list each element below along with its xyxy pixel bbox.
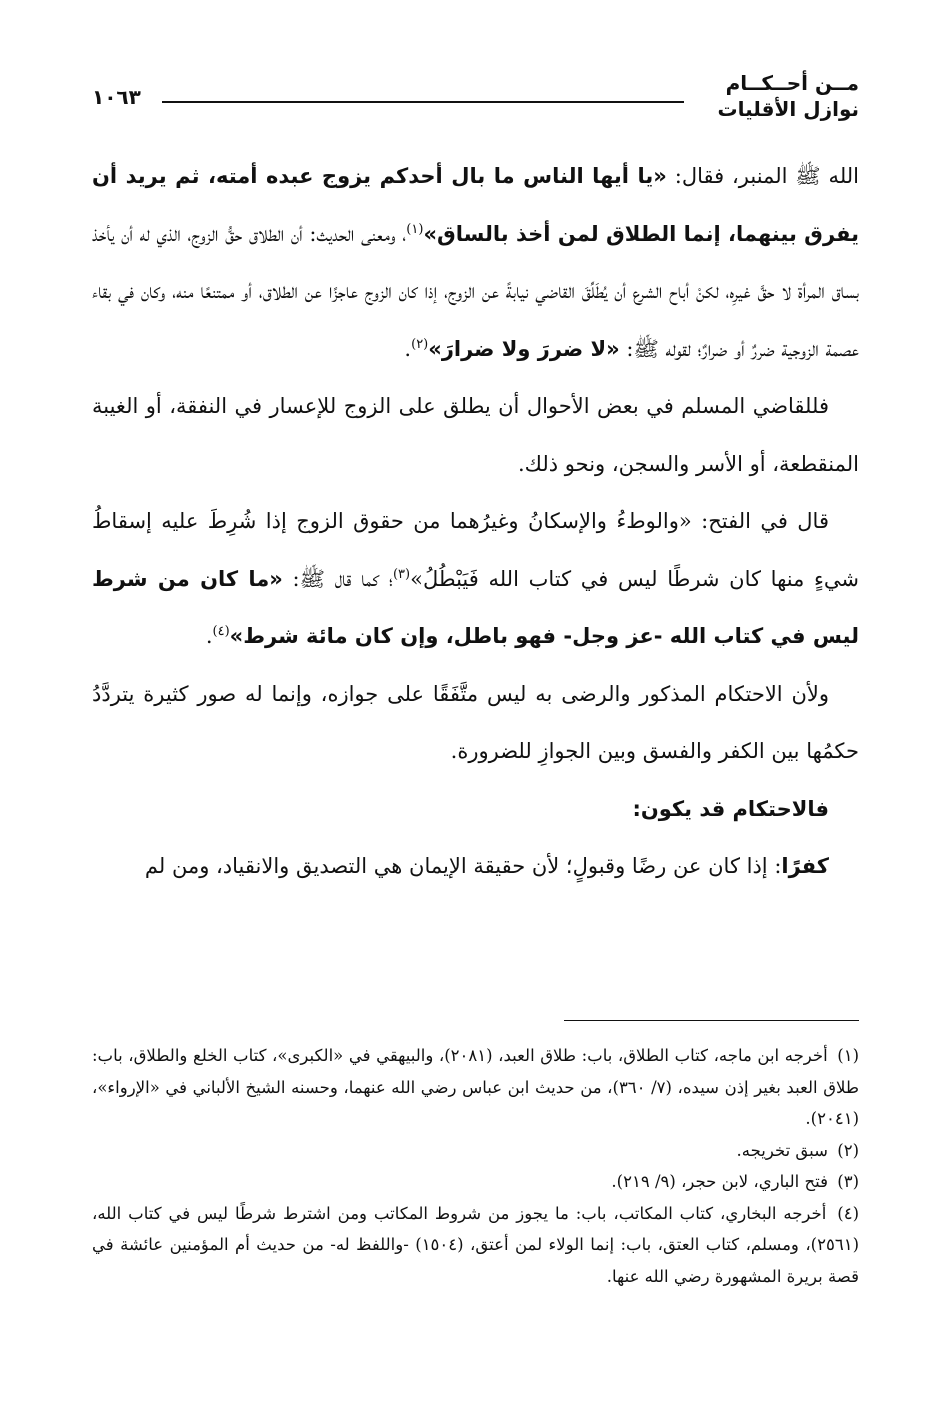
footnote-ref-2: (٢) — [411, 336, 429, 352]
footnote-separator — [564, 1020, 859, 1021]
book-title — [717, 70, 859, 122]
paragraph-1-text-c: . — [404, 336, 412, 361]
footnote-ref-3: (٣) — [392, 566, 411, 582]
paragraph-3-text-c: . — [205, 624, 213, 648]
footnote-3 — [92, 1166, 859, 1198]
footnote-4-number: (٤) — [837, 1203, 859, 1223]
hadith-quote-1: «يا أيها الناس ما بال أحدكم يزوج عبده أمته، ثم يريد أن يفرق بينهما، إنما الطلاق لمن أخذ بالساق» — [92, 164, 860, 246]
paragraph-3-text-a: قال في الفتح: «والوطءُ والإسكانُ وغيرُهما من حقوق الزوج إذا شُرِطَ عليه إسقاطُ شيءٍ منها كان شرطًا ليس في كتاب الله فَيَبْطُلُ» — [92, 509, 860, 591]
hadith-quote-3: «ما كان من شرط ليس في كتاب الله -عز وجل- فهو باطل، وإن كان مائة شرط» — [92, 566, 859, 648]
footnote-2 — [92, 1135, 859, 1167]
paragraph-6 — [92, 838, 859, 896]
paragraph-6-text: : إذا كان عن رضًا وقبولٍ؛ لأن حقيقة الإيمان هي التصديق والانقياد، ومن لم — [144, 854, 782, 878]
footnote-1-number: (١) — [837, 1046, 859, 1065]
page-header — [92, 70, 859, 130]
paragraph-1 — [92, 148, 859, 378]
main-text — [92, 148, 859, 896]
footnotes — [92, 1040, 859, 1292]
book-title-line1: مــن أحــكــام — [725, 71, 859, 95]
footnote-4-text: أخرجه البخاري، كتاب المكاتب، باب: ما يجوز من شروط المكاتب ومن اشترط شرطًا ليس في كتاب الله، (٢٥٦١)، ومسلم، كتاب العتق، باب: إنما الولاء لمن أعتق، (١٥٠٤) -واللفظ له- من حديث أم المؤمنين عائشة في قصة بريرة المشهورة رضي الله عنها. — [92, 1203, 859, 1286]
footnote-3-number: (٣) — [837, 1172, 859, 1191]
paragraph-3 — [92, 493, 859, 666]
paragraph-2: فللقاضي المسلم في بعض الأحوال أن يطلق على الزوج للإعسار في النفقة، أو الغيبة المنقطعة، أو الأسر والسجن، ونحو ذلك. — [92, 394, 859, 476]
footnote-3-text: فتح الباري، لابن حجر، (٩/ ٢١٩). — [611, 1172, 828, 1191]
term-kufr: كفرًا — [781, 854, 829, 878]
footnote-2-number: (٢) — [837, 1140, 859, 1160]
footnote-ref-1: (١) — [406, 221, 424, 237]
footnote-2-text: سبق تخريجه. — [736, 1140, 828, 1160]
footnote-4 — [92, 1198, 859, 1293]
footnote-1 — [92, 1040, 859, 1135]
paragraph-1-text-b: ، ومعنى الحديث: أن الطلاق حقُّ الزوج، الذي له أن يأخذ بساق المرأة لا حقَّ غيرِه، لكنْ أباح الشرع أن يُطَلِّقَ القاضي نيابةً عن الزوج، إذا كان الزوج عاجزًا عن الطلاق، أو ممتنعًا منه، وكان في بقاء عصمة الزوجية ضررٌ أو ضرارٌ؛ لقوله ﷺ: — [92, 221, 859, 361]
paragraph-4: ولأن الاحتكام المذكور والرضى به ليس متَّفَقًا على جوازه، وإنما له صور كثيرة يتردَّدُ حكمُها بين الكفر والفسق وبين الجوازِ للضرورة. — [92, 681, 859, 763]
paragraph-1-text-a: الله ﷺ المنبر، فقال: — [666, 164, 860, 188]
book-title-line2: نوازل الأقليات — [717, 97, 859, 121]
header-rule — [162, 101, 684, 103]
page-number: ١٠٦٣ — [92, 85, 141, 109]
footnote-1-text: أخرجه ابن ماجه، كتاب الطلاق، باب: طلاق العبد، (٢٠٨١)، والبيهقي في «الكبرى»، كتاب الخلع والطلاق، باب: طلاق العبد بغير إذن سيده، (٧/ ٣٦٠)، من حديث ابن عباس رضي الله عنهما، وحسنه الشيخ الألباني في «الإرواء»، (٢٠٤١). — [92, 1046, 859, 1128]
section-heading: فالاحتكام قد يكون: — [632, 796, 829, 821]
footnote-ref-4: (٤) — [212, 624, 230, 639]
hadith-quote-2: «لا ضررَ ولا ضرارَ» — [428, 336, 620, 361]
paragraph-3-text-b: ؛ كما قال ﷺ: — [282, 566, 393, 591]
